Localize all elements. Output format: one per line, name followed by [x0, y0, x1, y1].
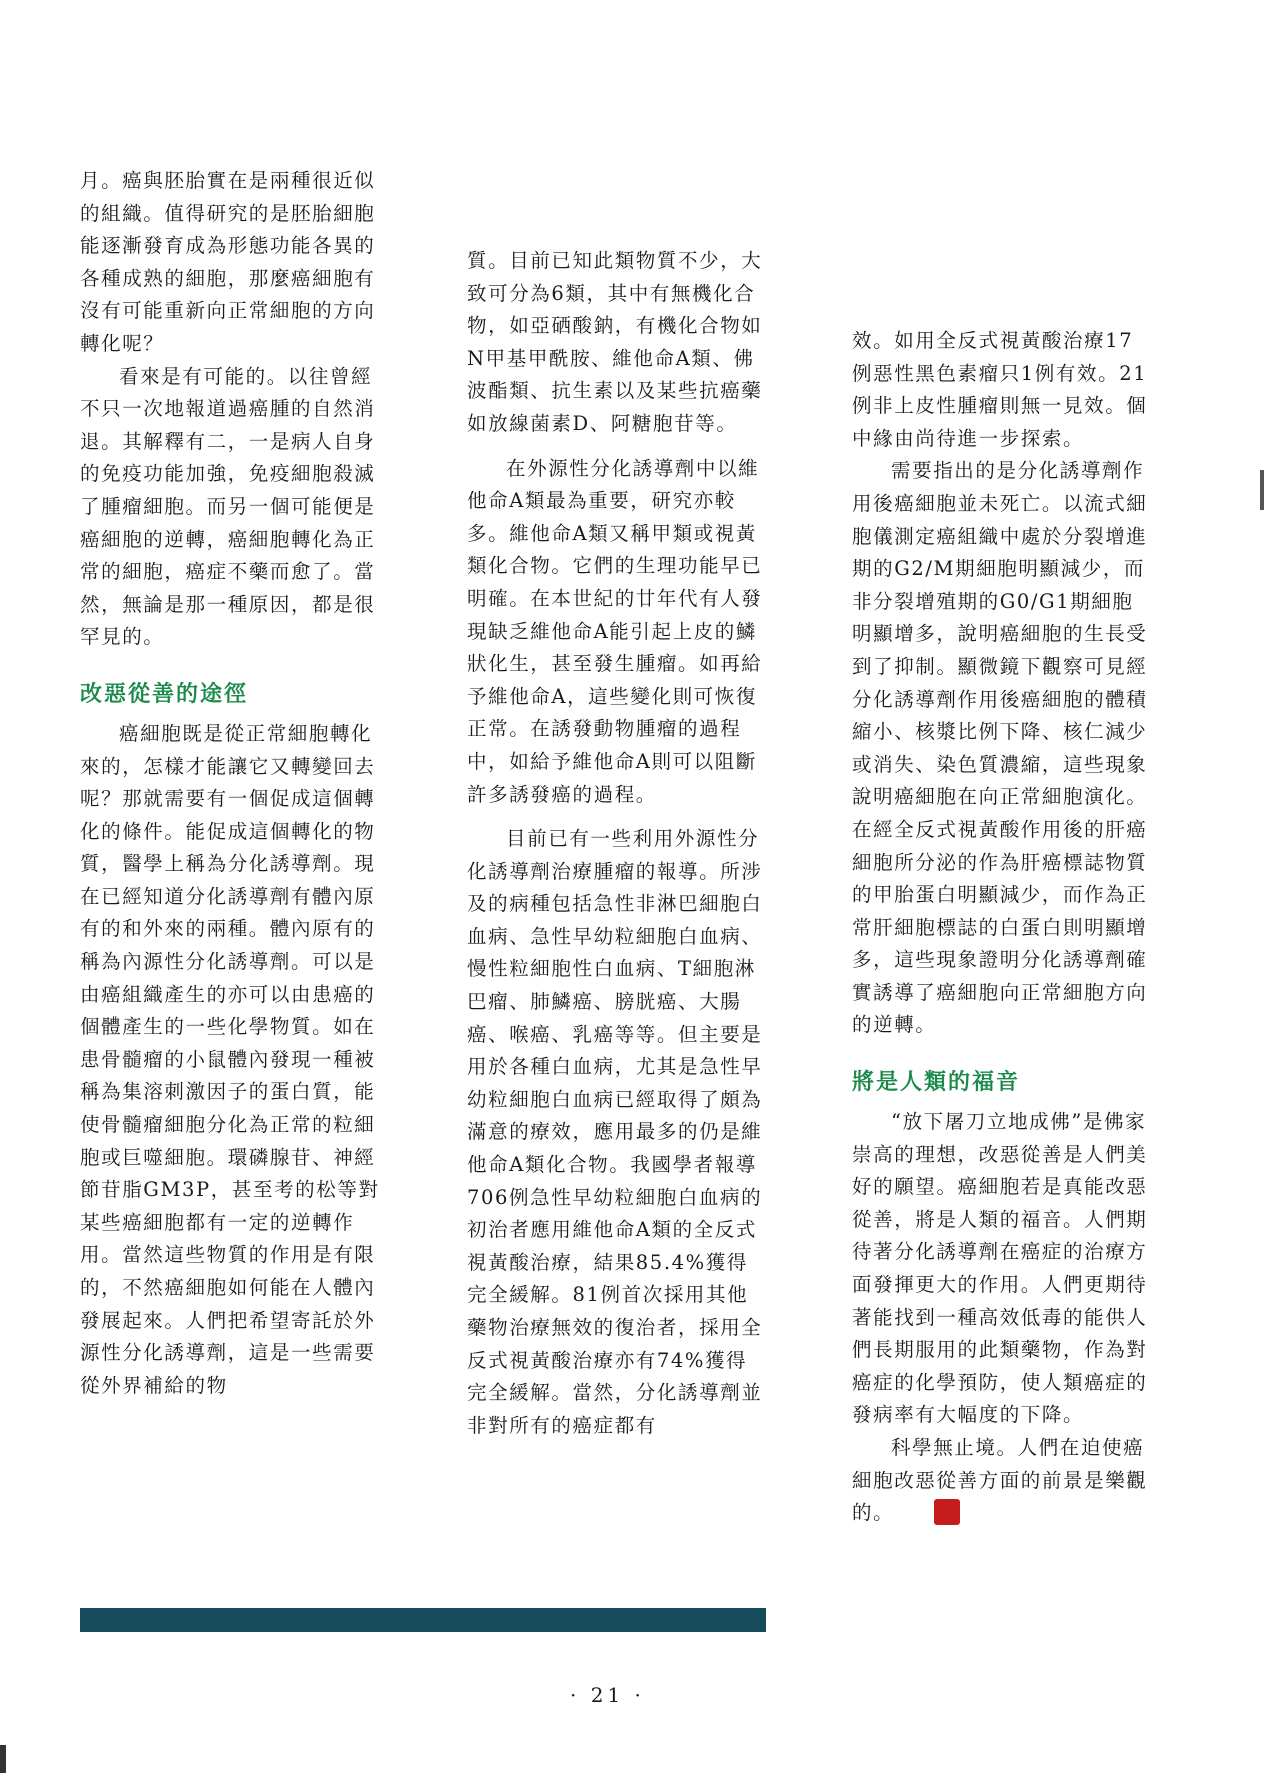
column-right [852, 325, 1152, 1530]
paragraph: 需要指出的是分化誘導劑作用後癌細胞並未死亡。以流式細胞儀測定癌組織中處於分裂增進期的G2/M期細胞明顯減少，而非分裂增殖期的G0/G1期細胞明顯增多，說明癌細胞的生長受到了抑制。顯微鏡下觀察可見經分化誘導劑作用後癌細胞的體積縮小、核漿比例下降、核仁減少或消失、染色質濃縮，這些現象說明癌細胞在向正常細胞演化。在經全反式視黃酸作用後的肝癌細胞所分泌的作為肝癌標誌物質的甲胎蛋白明顯減少，而作為正常肝細胞標誌的白蛋白則明顯增多，這些現象證明分化誘導劑確實誘導了癌細胞向正常細胞方向的逆轉。 [852, 459, 1148, 1037]
paragraph-final [852, 1432, 1152, 1530]
paragraph: 質。目前已知此類物質不少，大致可分為6類，其中有無機化合物，如亞硒酸鈉，有機化合物如N甲基甲酰胺、維他命A類、佛波酯類、抗生素以及某些抗癌藥如放線菌素D、阿糖胞苷等。 [467, 249, 763, 435]
section-heading: 改惡從善的途徑 [80, 681, 249, 707]
paragraph: 在外源性分化誘導劑中以維他命A類最為重要，研究亦較多。維他命A類又稱甲類或視黃類化合物。它們的生理功能早已明確。在本世紀的廿年代有人發現缺乏維他命A能引起上皮的鱗狀化生，甚至發生腫瘤。如再給予維他命A，這些變化則可恢復正常。在誘發動物腫瘤的過程中，如給予維他命A則可以阻斷許多誘發癌的過程。 [467, 456, 763, 806]
scan-edge-mark [1260, 470, 1264, 510]
scan-edge-mark [0, 1745, 6, 1773]
column-left [80, 165, 380, 1402]
paragraph: 癌細胞既是從正常細胞轉化來的，怎樣才能讓它又轉變回去呢？那就需要有一個促成這個轉化的條件。能促成這個轉化的物質，醫學上稱為分化誘導劑。現在已經知道分化誘導劑有體內原有的和外來的兩種。體內原有的稱為內源性分化誘導劑。可以是由癌組織產生的亦可以由患癌的個體產生的一些化學物質。如在患骨髓瘤的小鼠體內發現一種被稱為集溶刺激因子的蛋白質，能使骨髓瘤細胞分化為正常的粒細胞或巨噬細胞。環磷腺苷、神經節苷脂GM3P，甚至考的松等對某些癌細胞都有一定的逆轉作用。當然這些物質的作用是有限的，不然癌細胞如何能在人體內發展起來。人們把希望寄託於外源性分化誘導劑，這是一些需要從外界補給的物 [80, 721, 380, 1397]
paragraph-text: 科學無止境。人們在迫使癌細胞改惡從善方面的前景是樂觀的。 [852, 1436, 1148, 1525]
decorative-bar [80, 1608, 766, 1632]
paragraph: 看來是有可能的。以往曾經不只一次地報道過癌腫的自然消退。其解釋有二，一是病人自身的免疫功能加強，免疫細胞殺滅了腫瘤細胞。而另一個可能便是癌細胞的逆轉，癌細胞轉化為正常的細胞，癌症不藥而愈了。當然，無論是那一種原因，都是很罕見的。 [80, 364, 376, 649]
column-middle [467, 245, 767, 1442]
page-number: · 21 · [570, 1683, 645, 1707]
paragraph: 目前已有一些利用外源性分化誘導劑治療腫瘤的報導。所涉及的病種包括急性非淋巴細胞白血病、急性早幼粒細胞白血病、慢性粒細胞性白血病、T細胞淋巴瘤、肺鱗癌、膀胱癌、大腸癌、喉癌、乳癌等等。但主要是用於各種白血病，尤其是急性早幼粒細胞白血病已經取得了頗為滿意的療效，應用最多的仍是維他命A類化合物。我國學者報導706例急性早幼粒細胞白血病的初治者應用維他命A類的全反式視黃酸治療，結果85.4%獲得完全緩解。81例首次採用其他藥物治療無效的復治者，採用全反式視黃酸治療亦有74%獲得完全緩解。當然，分化誘導劑並非對所有的癌症都有 [467, 827, 763, 1437]
section-heading: 將是人類的福音 [852, 1070, 1021, 1096]
end-mark-seal [934, 1499, 960, 1525]
paragraph: “放下屠刀立地成佛”是佛家崇高的理想，改惡從善是人們美好的願望。癌細胞若是真能改惡從善，將是人類的福音。人們期待著分化誘導劑在癌症的治療方面發揮更大的作用。人們更期待著能找到一種高效低毒的能供人們長期服用的此類藥物，作為對癌症的化學預防，使人類癌症的發病率有大幅度的下降。 [852, 1110, 1148, 1427]
paragraph: 月。癌與胚胎實在是兩種很近似的組織。值得研究的是胚胎細胞能逐漸發育成為形態功能各異的各種成熟的細胞，那麼癌細胞有沒有可能重新向正常細胞的方向轉化呢？ [80, 169, 376, 355]
paragraph: 效。如用全反式視黃酸治療17例惡性黑色素瘤只1例有效。21例非上皮性腫瘤則無一見效。個中緣由尚待進一步探索。 [852, 329, 1148, 450]
